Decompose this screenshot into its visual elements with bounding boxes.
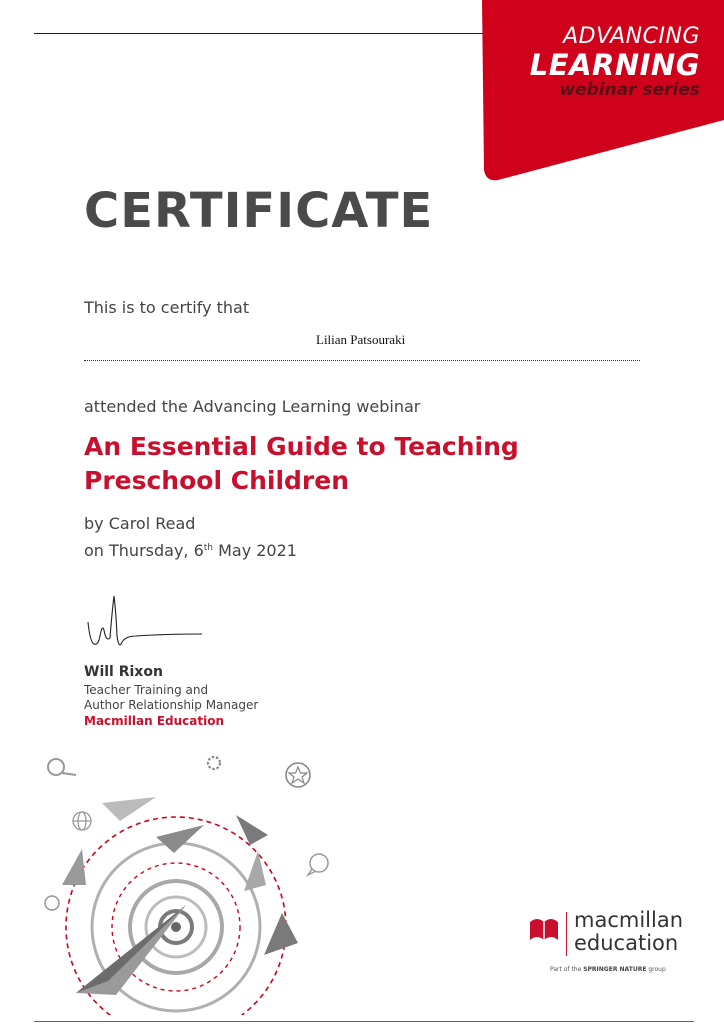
banner-line-learning: LEARNING	[529, 48, 700, 82]
certify-statement: This is to certify that	[84, 298, 250, 317]
banner-line-series: webinar series	[559, 80, 700, 100]
star-badge-icon	[286, 763, 310, 787]
webinar-date	[84, 541, 297, 560]
date-prefix: on Thursday, 6	[84, 541, 204, 560]
gear-icon	[208, 757, 220, 769]
decorative-target-artwork	[36, 745, 336, 1015]
webinar-title: An Essential Guide to Teaching Preschool Children	[84, 432, 519, 495]
tag-prefix: Part of the	[550, 966, 584, 973]
logo-name-line2: education	[574, 931, 679, 955]
banner-line-advancing: ADVANCING	[563, 24, 700, 49]
logo-name-line1: macmillan	[574, 908, 684, 932]
tag-brand: SPRINGER NATURE	[583, 966, 647, 973]
handwritten-signature	[84, 592, 214, 654]
date-rest: May 2021	[213, 541, 297, 560]
recipient-dotted-line	[84, 360, 640, 361]
recipient-name: Lilian Patsouraki	[316, 332, 406, 347]
macmillan-education-logo	[528, 910, 708, 980]
tag-suffix: group	[646, 966, 666, 973]
logo-divider	[566, 912, 567, 956]
globe-icon	[73, 812, 91, 830]
presenter-byline: by Carol Read	[84, 514, 196, 533]
banner-wordmark	[530, 24, 700, 100]
top-divider	[34, 33, 484, 34]
signatory-name: Will Rixon	[84, 664, 163, 680]
attended-statement: attended the Advancing Learning webinar	[84, 397, 421, 416]
signatory-role-line2: Author Relationship Manager	[84, 698, 259, 712]
advancing-learning-banner	[482, 0, 724, 182]
signatory-role-line1: Teacher Training and	[84, 683, 209, 697]
macmillan-mark-icon	[528, 914, 560, 944]
bottom-divider	[34, 1021, 694, 1022]
certificate-title: CERTIFICATE	[84, 183, 434, 239]
date-ordinal: th	[203, 543, 213, 553]
magnifier-icon	[48, 759, 76, 775]
signatory-organization: Macmillan Education	[84, 714, 224, 728]
logo-parent-tagline	[550, 966, 666, 973]
